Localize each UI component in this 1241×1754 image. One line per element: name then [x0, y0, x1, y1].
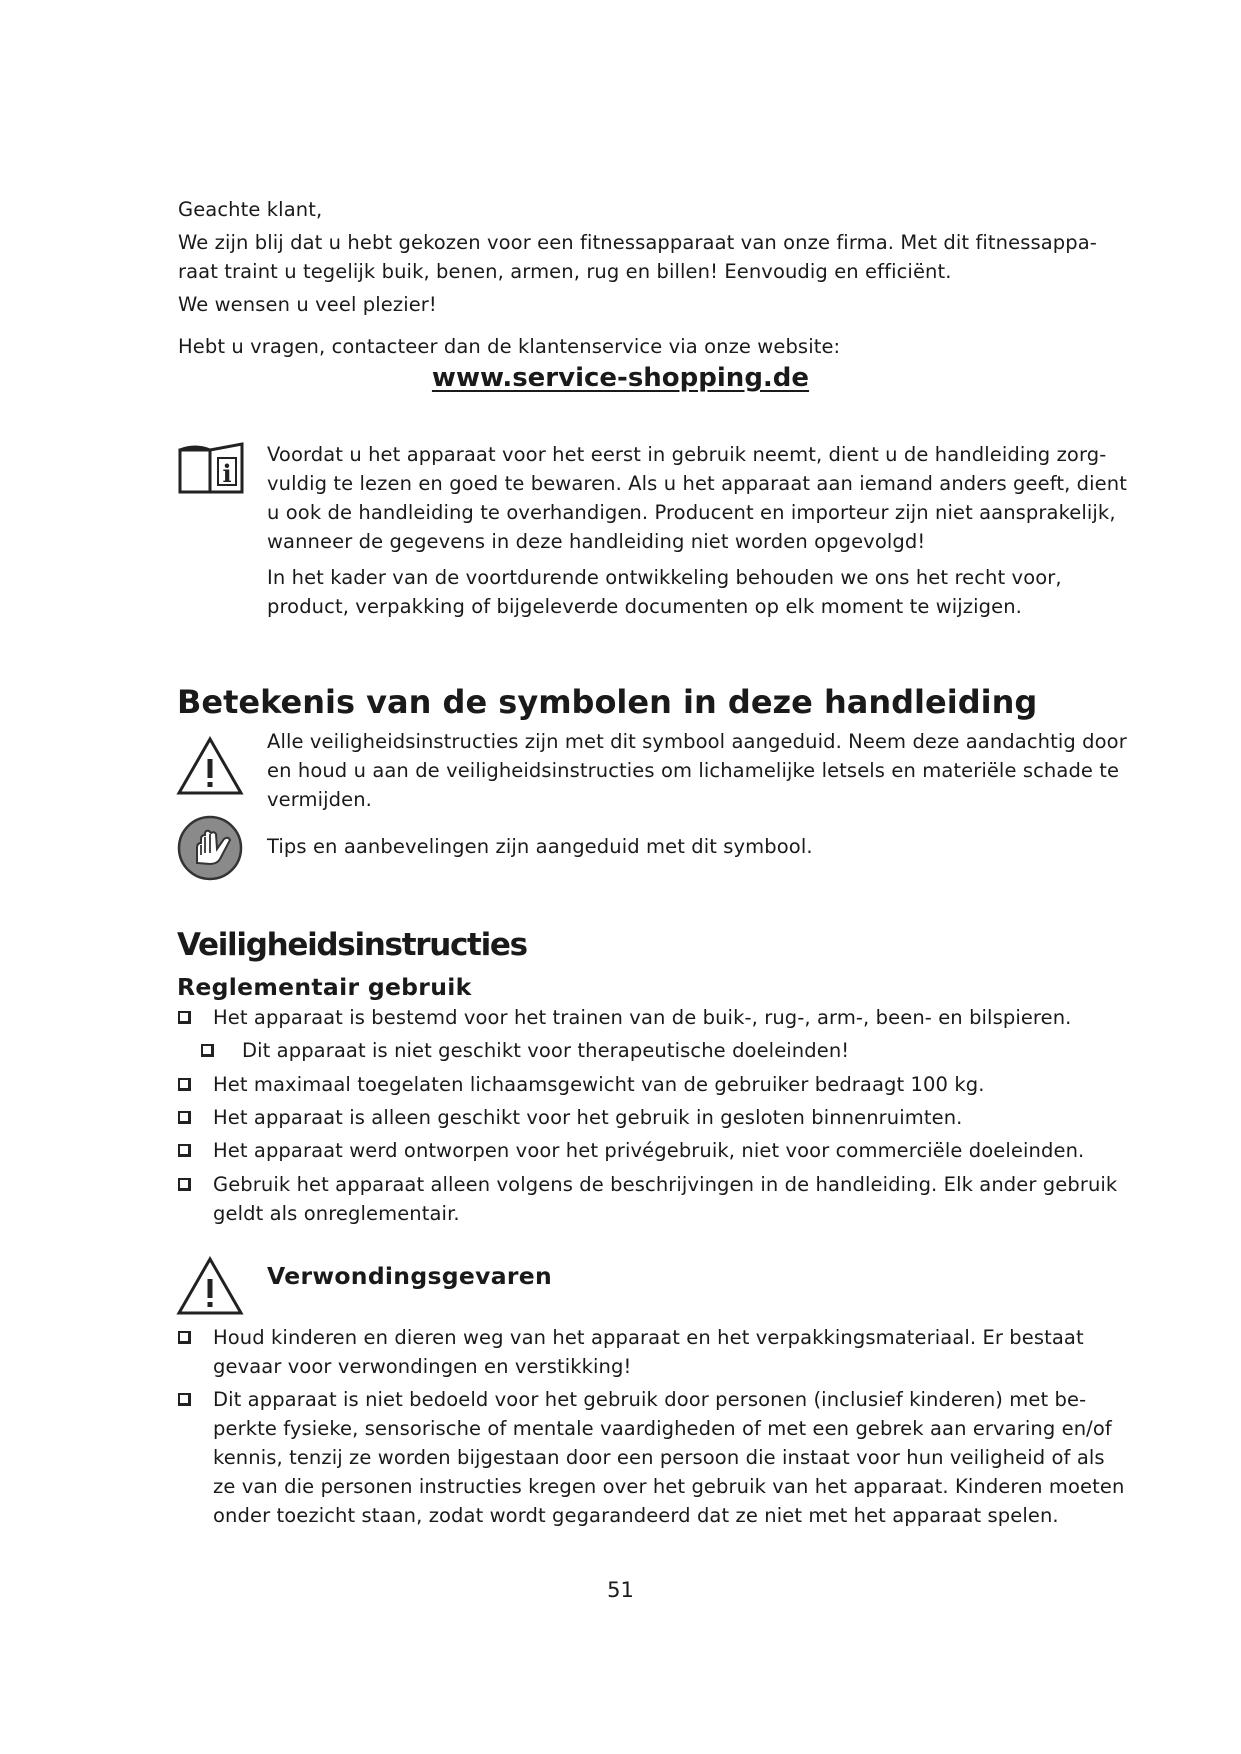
warning-triangle-icon — [176, 735, 244, 797]
list-item: Het apparaat is bestemd voor het trainen van de buik-, rug-, arm-, been- en bilspieren. — [213, 1006, 1072, 1029]
checkbox-bullet-icon — [178, 1331, 191, 1344]
injury-item-2-line-5: onder toezicht staan, zodat wordt gegarandeerd dat ze niet met het apparaat spelen. — [213, 1504, 1059, 1527]
page-number: 51 — [607, 1578, 634, 1602]
intro-paragraph-line-2: raat traint u tegelijk buik, benen, armen, rug en billen! Eenvoudig en efficiënt. — [178, 260, 952, 283]
injury-item-2-line-4: ze van die personen instructies kregen over het gebruik van het apparaat. Kinderen moeten — [213, 1475, 1125, 1498]
list-item: Gebruik het apparaat alleen volgens de beschrijvingen in de handleiding. Elk ander gebruik — [213, 1173, 1118, 1196]
warning-description-line-3: vermijden. — [267, 788, 372, 811]
list-item: Het apparaat werd ontworpen voor het privégebruik, niet voor commerciële doeleinden. — [213, 1139, 1085, 1162]
manual-note-line-2: vuldig te lezen en goed te bewaren. Als u het apparaat aan iemand anders geeft, dient — [267, 472, 1127, 495]
manual-note-line-4: wanneer de gegevens in deze handleiding niet worden opgevolgd! — [267, 530, 926, 553]
checkbox-bullet-icon — [178, 1178, 191, 1191]
checkbox-bullet-icon — [178, 1011, 191, 1024]
manual-note-line-3: u ook de handleiding te overhandigen. Producent en importeur zijn niet aansprakelijk, — [267, 501, 1116, 524]
checkbox-bullet-icon — [201, 1044, 214, 1057]
checkbox-bullet-icon — [178, 1393, 191, 1406]
injury-item-1-line-1: Houd kinderen en dieren weg van het apparaat en het verpakkingsmateriaal. Er bestaat — [213, 1326, 1084, 1349]
manual-note-line-6: product, verpakking of bijgeleverde documenten op elk moment te wijzigen. — [267, 595, 1022, 618]
warning-triangle-icon — [176, 1255, 244, 1317]
manual-note-line-5: In het kader van de voortdurende ontwikkeling behouden we ons het recht voor, — [267, 566, 1062, 589]
symbols-heading: Betekenis van de symbolen in deze handleiding — [177, 683, 1038, 721]
regulatory-use-heading: Reglementair gebruik — [177, 973, 472, 1001]
checkbox-bullet-icon — [178, 1111, 191, 1124]
wish-text: We wensen u veel plezier! — [178, 293, 437, 316]
safety-heading: Veiligheidsinstructies — [177, 927, 527, 963]
injury-hazards-heading: Verwondingsgevaren — [267, 1262, 553, 1290]
list-item: Dit apparaat is niet geschikt voor therapeutische doeleinden! — [242, 1039, 850, 1062]
injury-item-2-line-1: Dit apparaat is niet bedoeld voor het gebruik door personen (inclusief kinderen) met be- — [213, 1388, 1087, 1411]
injury-item-2-line-3: kennis, tenzij ze worden bijgestaan door een persoon die instaat voor hun veiligheid of als — [213, 1446, 1105, 1469]
warning-description-line-1: Alle veiligheidsinstructies zijn met dit symbool aangeduid. Neem deze aandachtig door — [267, 730, 1127, 753]
pointing-hand-icon — [176, 815, 244, 881]
list-item: Het maximaal toegelaten lichaamsgewicht van de gebruiker bedraagt 100 kg. — [213, 1073, 985, 1096]
contact-text: Hebt u vragen, contacteer dan de klantenservice via onze website: — [178, 335, 841, 358]
website-link[interactable]: www.service-shopping.de — [431, 363, 810, 393]
list-item: Het apparaat is alleen geschikt voor het gebruik in gesloten binnenruimten. — [213, 1106, 963, 1129]
manual-note-line-1: Voordat u het apparaat voor het eerst in gebruik neemt, dient u de handleiding zorg- — [267, 443, 1107, 466]
injury-item-1-line-2: gevaar voor verwondingen en verstikking! — [213, 1355, 632, 1378]
greeting: Geachte klant, — [178, 198, 323, 221]
intro-paragraph-line-1: We zijn blij dat u hebt gekozen voor een fitnessapparaat van onze firma. Met dit fitnessappa- — [178, 231, 1097, 254]
warning-description-line-2: en houd u aan de veiligheidsinstructies om lichamelijke letsels en materiële schade te — [267, 759, 1120, 782]
list-item-continuation: geldt als onreglementair. — [213, 1202, 460, 1225]
checkbox-bullet-icon — [178, 1078, 191, 1091]
tip-description: Tips en aanbevelingen zijn aangeduid met dit symbool. — [267, 835, 813, 858]
checkbox-bullet-icon — [178, 1144, 191, 1157]
manual-info-icon — [177, 440, 245, 498]
injury-item-2-line-2: perkte fysieke, sensorische of mentale vaardigheden of met een gebrek aan ervaring en/of — [213, 1417, 1112, 1440]
svg-text:i: i — [222, 459, 232, 488]
